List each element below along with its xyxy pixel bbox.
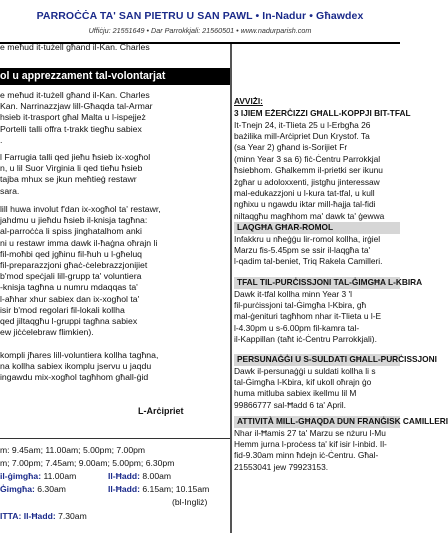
- text-line: fil-moħbi qed jgħinu fil-ħuh u l-għeluq: [0, 248, 142, 259]
- text-line: ni u restawr imma dawk il-ħaġna oħrajn li: [0, 237, 158, 248]
- text-line: qed jiltaqgħu l-gruppi tagħna sabiex: [0, 316, 138, 327]
- text-line: hsieb it-trasport għal Malta u l-ispejjeż: [0, 112, 146, 123]
- mass-schedule: [0, 438, 230, 533]
- text-line: ħsiebhom. Għalkemm il-prietki ser ikunu: [234, 165, 383, 176]
- text-line: fil-preparazzjoni għaċ-ċelebrazzjonijiet: [0, 260, 148, 271]
- section-body: [234, 366, 400, 412]
- text-line: niltaqgħu magħhom ma' dawk ta' ġewwa: [234, 210, 385, 221]
- text-line: fid-9.30am minn ħdejn iċ-Ċentru. Għal-: [234, 450, 379, 461]
- text-line: Kan. Narrinazzjaw lill-Għaqda tal-Armar: [0, 101, 153, 112]
- text-line: ngħixu u ngawdu iktar mill-ħajja tal-fidi: [234, 199, 376, 210]
- schedule-line: Il-Ħadd: 6.15am; 10.15am: [108, 484, 210, 494]
- text-line: al-parroċċa li spiss jinghatalhom anki: [0, 226, 142, 237]
- text-line: żgħar u adoloxxenti, jistgħu jinteressaw: [234, 176, 380, 187]
- paragraph-3: [0, 350, 226, 384]
- page-header: [0, 0, 400, 42]
- text-line: It-Tnejn 24, it-Tlieta 25 u l-Erbgħa 26: [234, 119, 371, 130]
- text-line: l-qadim tal-beniet, Triq Rakela Camilleri.: [234, 256, 383, 267]
- section-body: [234, 234, 400, 268]
- intro-paragraph: [0, 42, 226, 53]
- text-line: tajba mhux se jkun meħtieġ restawr: [0, 174, 137, 185]
- paragraph-1: [0, 152, 226, 197]
- section-title: ATTIVITÀ MILL-GĦAQDA DUN FRANĠISK CAMILLERI: [234, 416, 400, 428]
- paragraph-2: [0, 204, 226, 338]
- text-line: na kollha sabiex ikomplu jservu u jaqdu: [0, 361, 152, 372]
- schedule-line: m; 7.00pm; 7.45am; 9.00am; 5.00pm; 6.30pm: [0, 458, 175, 468]
- text-line: b'mod speċjali lill-grupp ta' voluntiera: [0, 271, 142, 282]
- text-line: Dawk il-persunaġġi u suldati kollha li s: [234, 365, 376, 376]
- parish-title: PARROĊĊA TA' SAN PIETRU U SAN PAWL • In-Nadur • Għawdex: [36, 10, 364, 22]
- text-line: lill huwa involut f'dan ix-xogħol ta' restawr,: [0, 204, 161, 214]
- schedule-note: (bl-Ingliż): [172, 497, 208, 507]
- text-line: n, u lil Suor Virginia li qed tieħu ħsieb: [0, 163, 143, 174]
- text-line: Dawk it-tfal kollha minn Year 3 'l: [234, 288, 352, 299]
- schedule-line: ITTA: Il-Ħadd: 7.30am: [0, 511, 87, 521]
- notices-label: AVVIŻI:: [234, 96, 263, 106]
- contact-line: Uffiċju: 21551649 • Dar Parrokkjali: 21560501 • www.nadurparish.com: [88, 26, 312, 35]
- section-widows: [234, 222, 400, 268]
- left-column: [0, 44, 230, 533]
- section-title: TFAL TIL-PURĊISSJONI TAL-ĠIMGĦA L-KBIRA: [234, 277, 400, 289]
- text-line: (sa Year 2) għand is-Sorijiet Fr: [234, 142, 348, 153]
- text-line: Infakkru u nħeġġu lir-romol kollha, irġiel: [234, 233, 381, 244]
- schedule-line: m: 9.45am; 11.00am; 5.00pm; 7.00pm: [0, 445, 146, 455]
- text-line: e meħud it-tużell għand il-Kan. Charles: [0, 90, 150, 100]
- text-line: l-4.30pm u s-6.00pm fil-kamra tal-: [234, 322, 360, 333]
- text-line: l-aħhar xhur sabiex dan ix-xogħol ta': [0, 293, 140, 304]
- text-line: bażilika mill-Arċipriet Dun Krystof. Ta: [234, 130, 370, 141]
- text-line: mal-ġenituri tagħhom nhar it-Tlieta u l-E: [234, 311, 382, 322]
- text-line: Nhar il-Ħamis 27 ta' Marzu se nżuru l-Mu: [234, 427, 386, 438]
- schedule-line: il-ġimgħa: 11.00am: [0, 471, 77, 481]
- text-line: ingawdu mix-xogħol tagħhom għall-ġid: [0, 372, 149, 383]
- volunteer-banner: [0, 68, 230, 85]
- text-line: mal-edukazzjoni u l-kura tat-tfal, u kull: [234, 187, 375, 198]
- text-line: .: [0, 134, 3, 145]
- text-line: ew jiċċelebraw flimkien).: [0, 327, 94, 338]
- paragraph-intro-cont: [0, 90, 226, 146]
- text-line: sara.: [0, 185, 20, 196]
- text-line: 99866777 sal-Ħadd 6 ta' April.: [234, 399, 346, 410]
- right-column: [232, 44, 448, 533]
- section-characters: [234, 354, 437, 411]
- section-title: 3 IJIEM EŻERĊIZZI GĦALL-KOPPJI BIT-TFAL: [234, 108, 411, 118]
- text-line: Portelli talli offra t-trakk tiegħu sabiex: [0, 123, 142, 134]
- text-line: jahdmu u jieħdu ħsieb il-knisja tagħna:: [0, 215, 148, 226]
- section-activity: [234, 416, 448, 473]
- text-line: Hemm jurna l-proċess ta' kif isir l-inbid. Il-: [234, 438, 387, 449]
- section-children-procession: [234, 277, 423, 346]
- section-body: [234, 428, 400, 474]
- schedule-line: Ġimgħa: 6.30am: [0, 484, 66, 494]
- section-body: [234, 120, 400, 223]
- text-line: e meħud it-tużell għand il-Kan. Charles: [0, 42, 150, 52]
- text-line: Marzu fis-5.45pm se ssir il-laqgħa ta': [234, 244, 371, 255]
- banner-title: ol u apprezzament tal-volontarjat: [0, 70, 166, 82]
- text-line: fil-purċissjoni tal-Ġimgħa l-Kbira, għ: [234, 299, 367, 310]
- text-line: huma mitluba sabiex ikellmu lil M: [234, 388, 357, 399]
- section-title: PERSUNAĠĠI U S-SULDATI GĦALL-PURĊISSJONI: [234, 354, 400, 366]
- text-line: l Farrugia talli qed jieħu ħsieb ix-xogħol: [0, 152, 151, 162]
- archpriest-signature: L-Arċipriet: [138, 406, 184, 416]
- text-line: isir b'mod regolari fil-lokali kollha: [0, 304, 125, 315]
- text-line: kompli jħares lill-voluntiera kollha tagħna,: [0, 350, 159, 360]
- text-line: 21553041 jew 79923153.: [234, 461, 329, 472]
- section-body: [234, 289, 400, 346]
- schedule-line: Il-Ħadd: 8.00am: [108, 471, 172, 481]
- section-title: LAQGĦA GĦAR-ROMOL: [234, 222, 400, 234]
- text-line: il-Kappillan (taħt iċ-Ċentru Parrokkjali).: [234, 334, 377, 345]
- notices-section: [234, 96, 400, 108]
- section-couples: [234, 108, 411, 222]
- text-line: tal-Ġimgħa l-Kbira, kif ukoll oħrajn ġo: [234, 376, 372, 387]
- text-line: (minn Year 3 sa 6) fiċ-Ċentru Parrokkjal: [234, 153, 381, 164]
- text-line: -knisja tagħna u numru mdaqqas ta': [0, 282, 138, 293]
